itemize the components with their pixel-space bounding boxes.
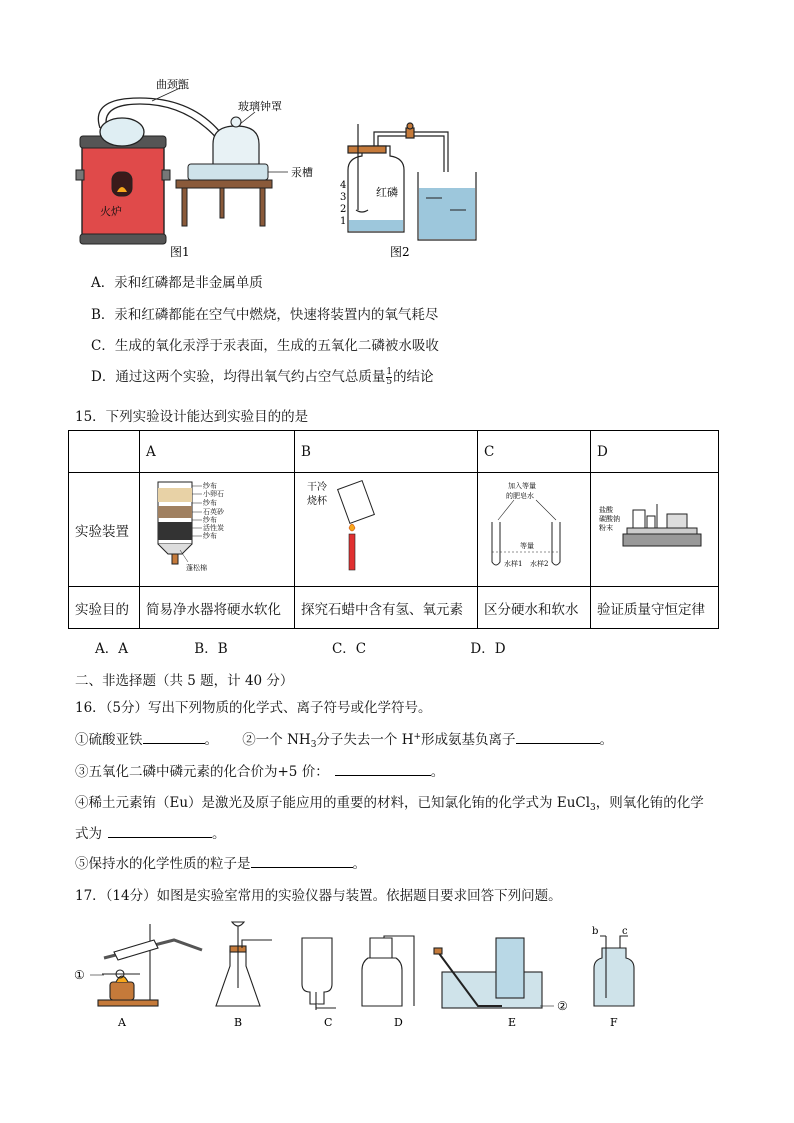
row-label-apparatus: 实验装置 (69, 473, 140, 587)
apparatus-a (98, 924, 202, 1006)
q16-line-5: ⑤保持水的化学性质的粒子是 。 (75, 852, 366, 872)
header-cell-c: C (478, 431, 591, 473)
svg-text:碳酸钠: 碳酸钠 (599, 514, 620, 523)
q16-line-4: 式为 。 (75, 822, 226, 842)
q16-stem: 16．（5分）写出下列物质的化学式、离子符号或化学符号。 (75, 700, 432, 716)
port-c: c (622, 926, 628, 937)
q17-stem: 17．（14分）如图是实验室常用的实验仪器与装置。依据题目要求回答下列问题。 (75, 888, 562, 904)
q14-option-c: C．生成的氧化汞浮于汞表面，生成的五氧化二磷被水吸收 (91, 338, 439, 354)
bell-jar (188, 117, 268, 180)
furnace (76, 136, 170, 244)
q14-option-d-text: D．通过这两个实验，均得出氧气约占空气总质量 (91, 369, 386, 385)
apparatus-f (594, 936, 634, 1006)
q15-table (68, 430, 719, 629)
purpose-b: 探究石蜡中含有氢、氧元素 (295, 587, 478, 629)
q16-item-3: ③五氧化二磷中磷元素的化合价为+5 价： (75, 764, 329, 780)
apparatus-c (478, 473, 591, 587)
fraction-one-fifth: $\frac{1}{5}$ (386, 367, 393, 387)
water-filter-diagram (146, 474, 276, 582)
table-stand (176, 180, 272, 226)
svg-text:蓬松棉: 蓬松棉 (186, 563, 207, 572)
q14-option-d (91, 365, 434, 387)
figure-1 (70, 78, 313, 263)
q15-answers (95, 637, 506, 657)
answer-blank[interactable] (335, 761, 431, 776)
purpose-a: 简易净水器将硬水软化 (140, 587, 295, 629)
row-label-purpose: 实验目的 (69, 587, 140, 629)
port-b: b (592, 926, 599, 937)
label-f: F (610, 1016, 618, 1029)
q16-line-2: ③五氧化二磷中磷元素的化合价为+5 价： 。 (75, 760, 444, 780)
svg-text:纱布: 纱布 (203, 498, 217, 507)
svg-text:盐酸: 盐酸 (599, 505, 613, 514)
q17-apparatus-figure (70, 918, 650, 1036)
candle-beaker-diagram (301, 474, 451, 582)
mark-2: ② (557, 999, 568, 1013)
q14-option-b: B．汞和红磷都能在空气中燃烧，快速将装置内的氧气耗尽 (91, 307, 439, 323)
header-cell-empty (69, 431, 140, 473)
bottle-water (349, 220, 403, 231)
q14-option-a: A．汞和红磷都是非金属单质 (91, 275, 263, 291)
table-row-purpose (69, 587, 719, 629)
apparatus-d (591, 473, 719, 587)
svg-text:1: 1 (340, 216, 347, 227)
label-a: A (118, 1016, 126, 1029)
svg-text:纱布: 纱布 (203, 531, 217, 540)
answer-d: D．D (470, 641, 506, 657)
fig2-caption: 图2 (390, 245, 410, 259)
q16-item-4: ④稀土元素铕（Eu）是激光及原子能应用的重要的材料，已知氯化铕的化学式为 EuCl (75, 795, 591, 811)
svg-text:水样2: 水样2 (530, 559, 549, 568)
purpose-c: 区分硬水和软水 (478, 587, 591, 629)
answer-a: A．A (95, 641, 128, 657)
label-c: C (324, 1016, 333, 1029)
answer-c: C．C (331, 641, 367, 657)
svg-text:干冷: 干冷 (307, 481, 327, 493)
header-cell-a: A (140, 431, 295, 473)
header-cell-b: B (295, 431, 478, 473)
q16-line-3: ④稀土元素铕（Eu）是激光及原子能应用的重要的材料，已知氯化铕的化学式为 EuCl$_3$，则氧化铕的化学 (75, 795, 704, 813)
label-d: D (394, 1016, 403, 1029)
svg-text:水样1: 水样1 (504, 559, 523, 568)
answer-blank[interactable] (143, 729, 205, 744)
svg-text:等量: 等量 (520, 541, 534, 550)
svg-text:烧杯: 烧杯 (307, 495, 327, 507)
table-row-apparatus (69, 473, 719, 587)
bottle-marks (340, 180, 346, 227)
soap-water-diagram (484, 474, 576, 582)
fig1-caption: 图1 (170, 245, 190, 259)
svg-text:2: 2 (340, 204, 347, 215)
svg-text:3: 3 (340, 192, 347, 203)
svg-text:的肥皂水: 的肥皂水 (506, 491, 534, 500)
svg-text:石英砂: 石英砂 (203, 507, 224, 516)
svg-text:加入等量: 加入等量 (508, 481, 536, 490)
q16-item-1: ①硫酸亚铁 (75, 732, 143, 748)
retort-label: 曲颈甑 (156, 78, 189, 91)
answer-blank[interactable] (516, 729, 600, 744)
svg-text:小卵石: 小卵石 (203, 489, 224, 498)
bottle (348, 124, 404, 232)
apparatus-d (362, 936, 414, 1006)
apparatus-e (434, 938, 554, 1008)
section-heading: 二、非选择题（共 5 题，计 40 分） (75, 673, 294, 689)
apparatus-b (216, 922, 272, 1006)
purpose-d: 验证质量守恒定律 (591, 587, 719, 629)
beaker (418, 172, 476, 240)
svg-text:4: 4 (340, 180, 347, 191)
apparatus-a (140, 473, 295, 587)
label-e: E (508, 1016, 517, 1029)
header-cell-d: D (591, 431, 719, 473)
q15-stem: 15．下列实验设计能达到实验目的的是 (75, 409, 309, 425)
apparatus-c (302, 938, 336, 1010)
figure-2 (330, 120, 490, 265)
balance-diagram (597, 474, 701, 582)
furnace-label: 火炉 (100, 205, 122, 218)
q16-line-1: ①硫酸亚铁 。 ②一个 $NH_3$分子失去一个 H+形成氨基负离子 。 (75, 728, 613, 750)
svg-text:纱布: 纱布 (203, 481, 217, 490)
q14-option-d-end: 的结论 (393, 369, 434, 385)
answer-b: B．B (194, 641, 228, 657)
q16-item-5: ⑤保持水的化学性质的粒子是 (75, 856, 251, 872)
q16-item-2: ②一个 NH (242, 732, 311, 748)
svg-text:活性炭: 活性炭 (203, 523, 224, 532)
apparatus-b (295, 473, 478, 587)
belljar-label: 玻璃钟罩 (238, 100, 282, 113)
mark-1: ① (74, 968, 85, 982)
answer-blank[interactable] (251, 853, 353, 868)
svg-text:纱布: 纱布 (203, 515, 217, 524)
redp-label: 红磷 (376, 186, 398, 199)
mercury-label: 汞槽 (291, 166, 313, 179)
label-b: B (234, 1016, 243, 1029)
table-header-row (69, 431, 719, 473)
svg-text:粉末: 粉末 (599, 523, 613, 532)
answer-blank[interactable] (108, 823, 212, 838)
